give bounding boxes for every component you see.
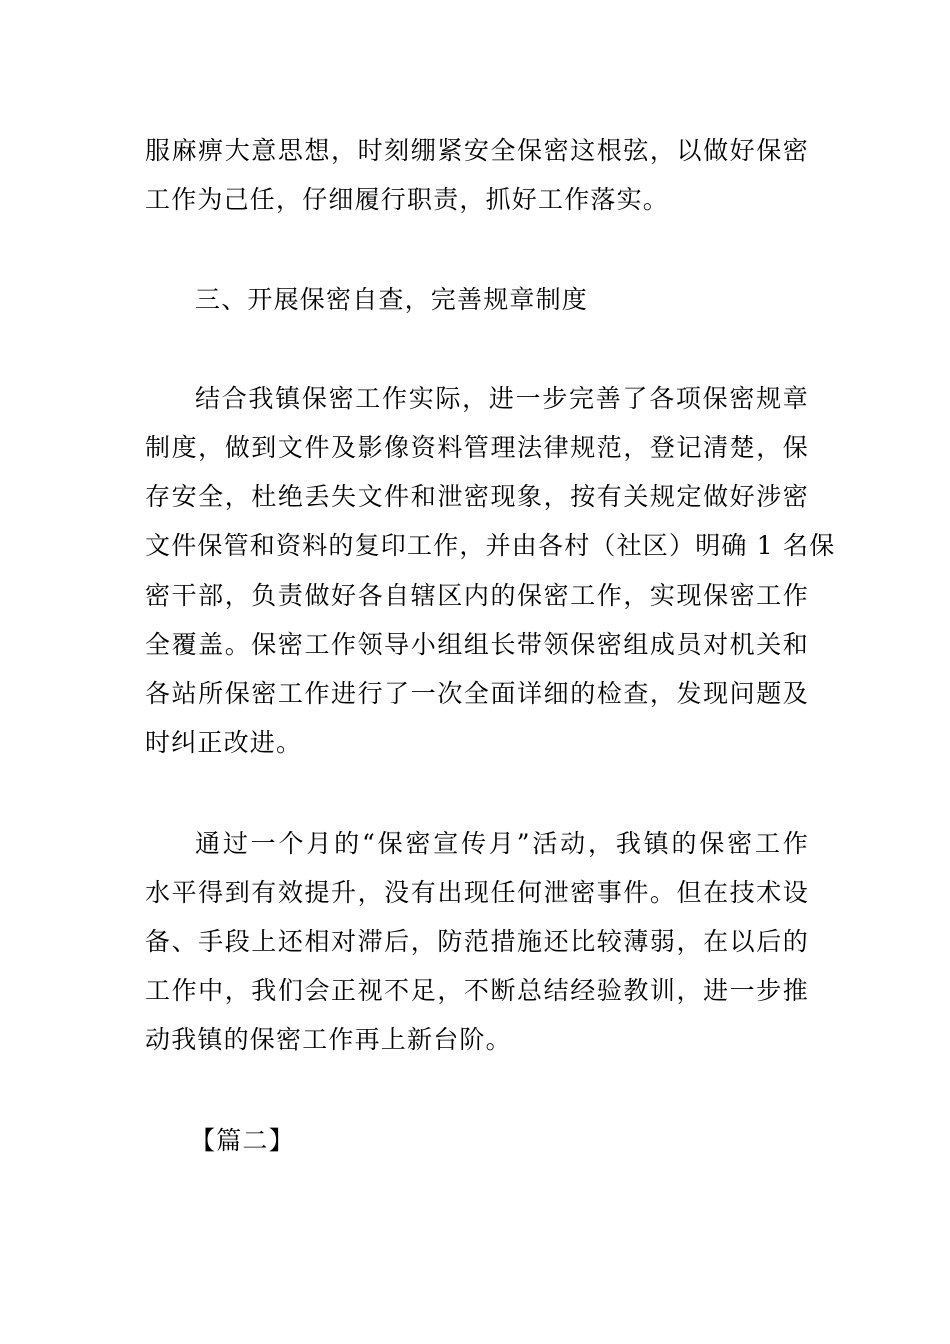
paragraph-line: 全覆盖。保密工作领导小组组长带领保密组成员对机关和 (145, 630, 809, 659)
paragraph-line: 工作中，我们会正视不足，不断总结经验教训，进一步推 (145, 976, 809, 1005)
paragraph-line: 工作为己任，仔细履行职责，抓好工作落实。 (145, 185, 670, 214)
paragraph-line: 服麻痹大意思想，时刻绷紧安全保密这根弦，以做好保密 (145, 136, 809, 165)
paragraph-line: 文件保管和资料的复印工作，并由各村（社区）明确 1 名保 (145, 531, 836, 560)
paragraph-line: 通过一个月的“保密宣传月”活动，我镇的保密工作 (195, 829, 809, 858)
paragraph-line: 备、手段上还相对滞后，防范措施还比较薄弱，在以后的 (145, 927, 809, 956)
paragraph-line: 制度，做到文件及影像资料管理法律规范，登记清楚，保 (145, 433, 809, 462)
paragraph-line: 时纠正改进。 (145, 728, 303, 757)
paragraph-line: 结合我镇保密工作实际，进一步完善了各项保密规章 (195, 384, 809, 413)
section-marker: 【篇二】 (190, 1126, 295, 1155)
paragraph-line: 存安全，杜绝丢失文件和泄密现象，按有关规定做好涉密 (145, 482, 809, 511)
paragraph-line: 密干部，负责做好各自辖区内的保密工作，实现保密工作 (145, 581, 809, 610)
paragraph-line: 动我镇的保密工作再上新台阶。 (145, 1025, 512, 1054)
section-heading: 三、开展保密自查，完善规章制度 (195, 285, 589, 314)
paragraph-line: 各站所保密工作进行了一次全面详细的检查，发现问题及 (145, 679, 809, 708)
paragraph-line: 水平得到有效提升，没有出现任何泄密事件。但在技术设 (145, 878, 809, 907)
